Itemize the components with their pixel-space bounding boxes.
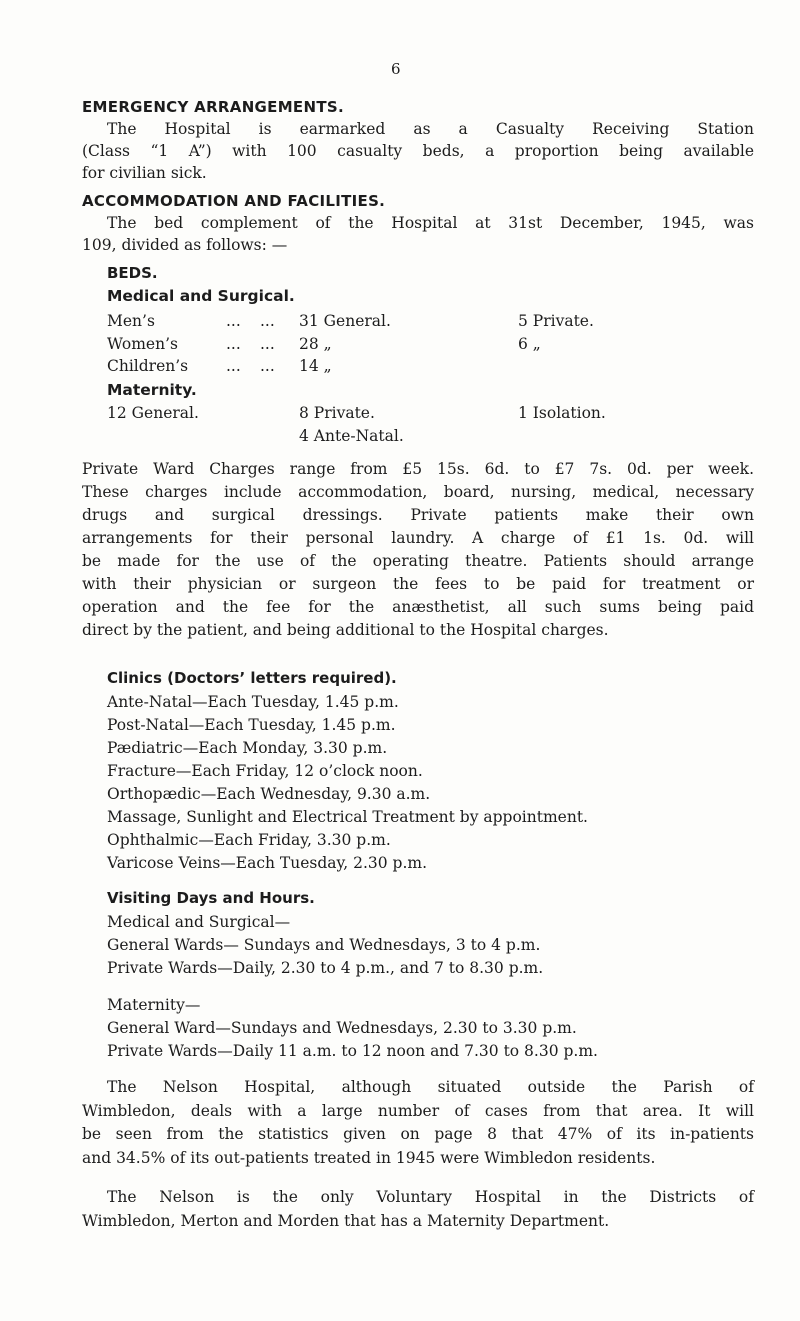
charges-line: arrangements for their personal laundry. A charge of £1 1s. 0d. will	[82, 529, 754, 547]
clinic-item: Orthopædic—Each Wednesday, 9.30 a.m.	[107, 785, 431, 803]
maternity-antenatal: 4 Ante-Natal.	[299, 427, 404, 445]
clinics-heading: Clinics (Doctors’ letters required).	[107, 669, 397, 687]
clinic-item: Fracture—Each Friday, 12 o’clock noon.	[107, 762, 423, 780]
clinic-item: Massage, Sunlight and Electrical Treatment by appointment.	[107, 808, 588, 826]
bed-row-general: 31 General.	[299, 312, 391, 330]
visiting-general-wards: General Wards— Sundays and Wednesdays, 3 to 4 p.m.	[107, 936, 541, 954]
visiting-maternity-private: Private Wards—Daily 11 a.m. to 12 noon and 7.30 to 8.30 p.m.	[107, 1042, 598, 1060]
medical-surgical-heading: Medical and Surgical.	[107, 287, 295, 305]
accommodation-heading: ACCOMMODATION AND FACILITIES.	[82, 192, 386, 210]
bed-row-dots: ...	[226, 357, 241, 375]
clinic-item: Ante-Natal—Each Tuesday, 1.45 p.m.	[107, 693, 399, 711]
nelson-maternity-paragraph	[82, 1186, 754, 1233]
nelson-line: The Nelson Hospital, although situated outside the Parish of	[107, 1078, 754, 1096]
emergency-heading: EMERGENCY ARRANGEMENTS.	[82, 98, 344, 116]
bed-row-general: 28 „	[299, 335, 332, 353]
maternity-general: 12 General.	[107, 404, 199, 422]
emergency-line: The Hospital is earmarked as a Casualty Receiving Station	[107, 120, 754, 138]
nelson-line: Wimbledon, Merton and Morden that has a Maternity Department.	[82, 1211, 610, 1230]
accommodation-line: The bed complement of the Hospital at 31st December, 1945, was	[107, 214, 754, 232]
charges-line: operation and the fee for the anæsthetist, all such sums being paid	[82, 598, 754, 616]
charges-line: drugs and surgical dressings. Private patients make their own	[82, 506, 754, 524]
nelson-paragraph	[82, 1076, 754, 1170]
accommodation-line: 109, divided as follows: —	[82, 236, 288, 254]
charges-line: direct by the patient, and being additional to the Hospital charges.	[82, 621, 609, 639]
bed-row-label: Men’s	[107, 312, 155, 330]
maternity-heading: Maternity.	[107, 381, 197, 399]
charges-line: be made for the use of the operating theatre. Patients should arrange	[82, 552, 754, 570]
bed-row-dots: ...	[260, 335, 275, 353]
nelson-line: and 34.5% of its out-patients treated in 1945 were Wimbledon residents.	[82, 1148, 656, 1167]
visiting-private-wards: Private Wards—Daily, 2.30 to 4 p.m., and 7 to 8.30 p.m.	[107, 959, 544, 977]
emergency-line: (Class “1 A”) with 100 casualty beds, a proportion being available	[82, 142, 754, 160]
nelson-line: Wimbledon, deals with a large number of cases from that area. It will	[82, 1101, 754, 1120]
visiting-heading: Visiting Days and Hours.	[107, 889, 315, 907]
bed-row-dots: ...	[226, 335, 241, 353]
bed-row-general: 14 „	[299, 357, 332, 375]
nelson-line: The Nelson is the only Voluntary Hospital in the Districts of	[107, 1188, 754, 1206]
bed-row-dots: ...	[260, 312, 275, 330]
visiting-maternity-general: General Ward—Sundays and Wednesdays, 2.30 to 3.30 p.m.	[107, 1019, 577, 1037]
maternity-isolation: 1 Isolation.	[518, 404, 606, 422]
clinic-item: Varicose Veins—Each Tuesday, 2.30 p.m.	[107, 854, 428, 872]
charges-paragraph	[82, 458, 754, 642]
charges-line: Private Ward Charges range from £5 15s. 6d. to £7 7s. 0d. per week.	[82, 460, 754, 478]
emergency-line: for civilian sick.	[82, 164, 207, 182]
charges-line: with their physician or surgeon the fees to be paid for treatment or	[82, 575, 754, 593]
bed-row-label: Women’s	[107, 335, 178, 353]
page-number: 6	[391, 60, 401, 78]
maternity-private: 8 Private.	[299, 404, 375, 422]
clinic-item: Ophthalmic—Each Friday, 3.30 p.m.	[107, 831, 391, 849]
visiting-medical: Medical and Surgical—	[107, 913, 291, 931]
bed-row-private: 6 „	[518, 335, 541, 353]
bed-row-dots: ...	[226, 312, 241, 330]
visiting-maternity: Maternity—	[107, 996, 201, 1014]
nelson-line: be seen from the statistics given on page 8 that 47% of its in-patients	[82, 1125, 754, 1143]
beds-heading: BEDS.	[107, 264, 158, 282]
accommodation-paragraph	[82, 212, 754, 256]
bed-row-dots: ...	[260, 357, 275, 375]
bed-row-label: Children’s	[107, 357, 189, 375]
emergency-paragraph	[82, 118, 754, 184]
clinic-item: Post-Natal—Each Tuesday, 1.45 p.m.	[107, 716, 396, 734]
clinic-item: Pædiatric—Each Monday, 3.30 p.m.	[107, 739, 388, 757]
bed-row-private: 5 Private.	[518, 312, 594, 330]
charges-line: These charges include accommodation, board, nursing, medical, necessary	[82, 483, 754, 501]
